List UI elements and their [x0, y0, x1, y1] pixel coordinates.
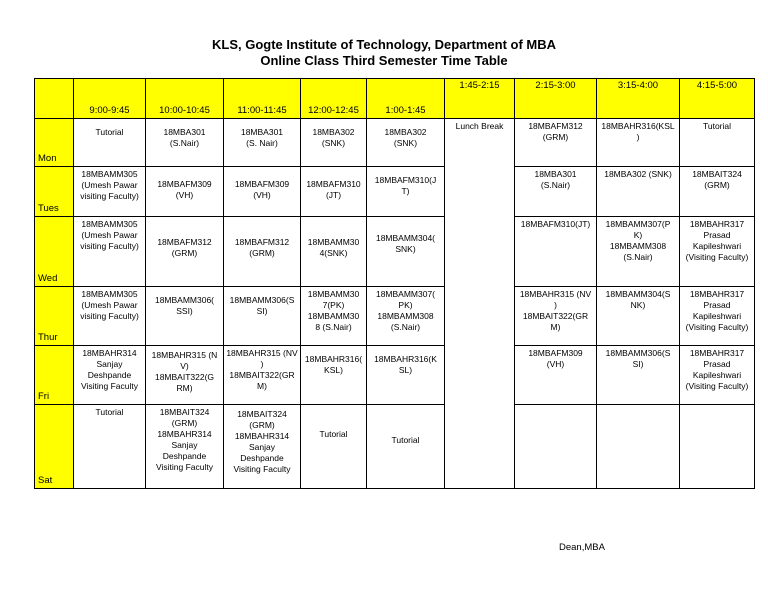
col-header-0145: 1:45-2:15 [445, 79, 515, 119]
cell-line: M) [257, 381, 267, 391]
cell-mon-c3 [224, 119, 301, 167]
cell-line: K) [633, 230, 643, 240]
cell-line: Kapileshwari [692, 241, 742, 251]
col-header-0215: 2:15-3:00 [515, 79, 597, 119]
cell-fri-c5 [367, 346, 445, 405]
cell-line: 18MBA302 [384, 127, 427, 137]
cell-wed-c3 [224, 217, 301, 287]
cell-mon-c4 [301, 119, 367, 167]
cell-line: (S.Nair) [169, 138, 200, 148]
cell-line: Sanjay [96, 359, 123, 369]
cell-line: 18MBAMM306(S [229, 295, 295, 305]
cell-mon-c2 [146, 119, 224, 167]
cell-sat-c1 [74, 405, 146, 489]
cell-wed-c9 [680, 217, 755, 287]
cell-line: Tutorial [702, 121, 732, 131]
cell-line: SSI) [176, 306, 193, 316]
cell-line: Kapileshwari [692, 370, 742, 380]
cell-line: (S. Nair) [246, 138, 278, 148]
cell-tues-c1 [74, 167, 146, 217]
day-label-fri: Fri [35, 346, 74, 405]
cell-line: PK) [398, 300, 413, 310]
cell-line: 18MBAMM306(S [605, 348, 671, 358]
cell-tues-c7 [515, 167, 597, 217]
cell-line: 18MBAHR315 (NV [519, 289, 592, 299]
cell-line: 18MBAIT322(GR [522, 311, 589, 321]
cell-line: 7(PK) [322, 300, 345, 310]
cell-tues-c8 [597, 167, 680, 217]
cell-line: 18MBAFM310 [306, 179, 361, 189]
page-subtitle: Online Class Third Semester Time Table [260, 53, 508, 68]
cell-line: (SNK) [393, 138, 418, 148]
cell-fri-c2 [146, 346, 224, 405]
header-row [35, 79, 755, 119]
cell-thur-c9 [680, 287, 755, 346]
cell-line: 18MBA301 [163, 127, 206, 137]
cell-line: Prasad [703, 300, 731, 310]
cell-line: (VH) [175, 190, 194, 200]
cell-line: (GRM) [249, 420, 275, 430]
cell-line: 18MBAHR314 [234, 431, 290, 441]
cell-line: Prasad [703, 359, 731, 369]
lunch-break-label: Lunch Break [445, 119, 515, 167]
cell-mon-c7 [515, 119, 597, 167]
cell-sat-c7 [515, 405, 597, 489]
day-label-thur: Thur [35, 287, 74, 346]
cell-thur-c7 [515, 287, 597, 346]
cell-line: (GRM) [171, 418, 198, 428]
row-wed [35, 217, 755, 287]
cell-thur-c1 [74, 287, 146, 346]
cell-line: 18MBAHR314 [157, 429, 212, 439]
cell-line: (JT) [325, 190, 342, 200]
cell-line: 18MBA301 [240, 127, 284, 137]
day-label-wed: Wed [35, 217, 74, 287]
cell-line: 18MBAMM305 [81, 169, 138, 179]
cell-line: 18MBAFM312 [528, 121, 583, 131]
cell-line: SI) [256, 306, 268, 316]
cell-line: 18MBA302 (SNK) [604, 169, 672, 179]
cell-line: Tutorial [95, 127, 124, 137]
cell-line: Deshpande [240, 453, 284, 463]
cell-line: (SNK) [321, 138, 346, 148]
cell-line: (GRM) [704, 180, 730, 190]
lunch-gap-tues [445, 167, 515, 217]
cell-line: 18MBAIT322(G [154, 372, 215, 382]
cell-line: Tutorial [319, 429, 348, 439]
day-label-mon: Mon [35, 119, 74, 167]
timetable [34, 78, 755, 489]
cell-line: ) [260, 359, 264, 369]
row-thur [35, 287, 755, 346]
cell-line: 18MBAFM309 [157, 179, 212, 189]
cell-line: 18MBAHR314 [82, 348, 137, 358]
cell-thur-c5 [367, 287, 445, 346]
cell-line: Tutorial [391, 435, 420, 445]
lunch-gap-fri [445, 346, 515, 405]
cell-line: 18MBAIT322(GR [229, 370, 295, 380]
cell-line: (Visiting Faculty) [685, 322, 749, 332]
cell-line: 18MBA301 [534, 169, 577, 179]
cell-mon-c9 [680, 119, 755, 167]
cell-tues-c3 [224, 167, 301, 217]
cell-line: visiting Faculty) [80, 191, 139, 201]
cell-tues-c4 [301, 167, 367, 217]
cell-line: Visiting Faculty [80, 381, 138, 391]
cell-fri-c8 [597, 346, 680, 405]
cell-line: (S.Nair) [390, 322, 421, 332]
row-sat [35, 405, 755, 489]
signature: Dean,MBA [559, 542, 605, 553]
col-header-0415: 4:15-5:00 [680, 79, 755, 119]
cell-fri-c4 [301, 346, 367, 405]
cell-line: 18MBAFM312 [234, 237, 290, 247]
cell-line: 18MBAHR317 [689, 219, 745, 229]
cell-line: 18MBAMM307(P [605, 219, 671, 229]
cell-line: Prasad [703, 230, 731, 240]
cell-line: (S.Nair) [623, 252, 653, 262]
cell-line: 18MBAMM305 [81, 289, 138, 299]
cell-line: Deshpande [87, 370, 132, 380]
cell-line: 18MBAIT324 [237, 409, 287, 419]
cell-line: (GRM) [171, 248, 198, 258]
cell-line: RM) [176, 383, 193, 393]
cell-line: Visiting Faculty [155, 462, 213, 472]
col-header-1200: 12:00-12:45 [301, 79, 367, 119]
cell-line: Sanjay [171, 440, 198, 450]
cell-fri-c7 [515, 346, 597, 405]
col-header-0900: 9:00-9:45 [74, 79, 146, 119]
cell-line: SL) [398, 365, 413, 375]
cell-line: (GRM) [542, 132, 569, 142]
cell-tues-c9 [680, 167, 755, 217]
cell-thur-c2 [146, 287, 224, 346]
cell-line: 18MBAMM30 [307, 289, 360, 299]
cell-line: (GRM) [249, 248, 275, 258]
row-fri [35, 346, 755, 405]
cell-line: NK) [630, 300, 646, 310]
cell-wed-c7 [515, 217, 597, 287]
cell-line: (Umesh Pawar [81, 230, 138, 240]
cell-line: 18MBAIT324 [159, 407, 210, 417]
cell-mon-c8 [597, 119, 680, 167]
cell-line: Tutorial [95, 407, 124, 417]
cell-line: (VH) [253, 190, 271, 200]
cell-line: 18MBAMM306( [154, 295, 215, 305]
cell-line: 18MBAFM312 [157, 237, 212, 247]
row-tues [35, 167, 755, 217]
cell-fri-c3 [224, 346, 301, 405]
cell-line: 18MBAHR317 [689, 348, 745, 358]
header-corner [35, 79, 74, 119]
cell-line: 18MBAFM309 [234, 179, 290, 189]
cell-line: (Visiting Faculty) [685, 252, 749, 262]
cell-line: (VH) [546, 359, 565, 369]
day-label-tues: Tues [35, 167, 74, 217]
cell-wed-c1 [74, 217, 146, 287]
cell-line: ) [554, 300, 557, 310]
cell-line: 18MBAHR317 [689, 289, 745, 299]
cell-line: Kapileshwari [692, 311, 742, 321]
cell-line: 18MBAMM304(S [605, 289, 671, 299]
cell-line: visiting Faculty) [80, 241, 139, 251]
cell-line: 18MBAMM305 [81, 219, 138, 229]
cell-wed-c5 [367, 217, 445, 287]
cell-line: SI) [632, 359, 644, 369]
cell-line: visiting Faculty) [80, 311, 139, 321]
cell-tues-c5 [367, 167, 445, 217]
cell-fri-c9 [680, 346, 755, 405]
cell-line: KSL) [324, 365, 343, 375]
cell-sat-c5 [367, 405, 445, 489]
cell-thur-c4 [301, 287, 367, 346]
cell-line: T) [401, 186, 410, 196]
cell-fri-c1 [74, 346, 146, 405]
cell-line: 4(SNK) [319, 248, 348, 258]
cell-line: 18MBAMM307( [375, 289, 436, 299]
cell-line: 18MBAMM30 [307, 237, 360, 247]
cell-thur-c3 [224, 287, 301, 346]
cell-line: Deshpande [162, 451, 207, 461]
cell-line: 18MBAIT324 [692, 169, 742, 179]
cell-sat-c3 [224, 405, 301, 489]
page-title: KLS, Gogte Institute of Technology, Department of MBA [211, 37, 556, 52]
cell-line: 8 (S.Nair) [315, 322, 352, 332]
cell-wed-c8 [597, 217, 680, 287]
cell-line: M) [550, 322, 561, 332]
lunch-gap-thur [445, 287, 515, 346]
cell-line: 18MBAFM310(JT) [520, 219, 591, 229]
lunch-gap-wed [445, 217, 515, 287]
cell-line: 18MBAMM30 [307, 311, 360, 321]
cell-line: (Umesh Pawar [81, 300, 138, 310]
lunch-gap-sat [445, 405, 515, 489]
cell-line: 18MBAHR315 (N [151, 350, 218, 360]
cell-wed-c4 [301, 217, 367, 287]
day-label-sat: Sat [35, 405, 74, 489]
col-header-1000: 10:00-10:45 [146, 79, 224, 119]
cell-sat-c4 [301, 405, 367, 489]
cell-thur-c8 [597, 287, 680, 346]
cell-line: 18MBAMM304( [375, 233, 436, 243]
cell-line: V) [180, 361, 189, 371]
row-mon [35, 119, 755, 167]
cell-line: 18MBAHR316(KSL [601, 121, 675, 131]
cell-line: 18MBAMM308 [609, 241, 667, 251]
col-header-1100: 11:00-11:45 [224, 79, 301, 119]
cell-line: 18MBAHR315 (NV [226, 348, 298, 358]
cell-line: Visiting Faculty [233, 464, 291, 474]
cell-tues-c2 [146, 167, 224, 217]
cell-wed-c2 [146, 217, 224, 287]
cell-mon-c1 [74, 119, 146, 167]
cell-line: Sanjay [249, 442, 275, 452]
cell-line: 18MBAMM308 [377, 311, 434, 321]
cell-line: (Visiting Faculty) [685, 381, 749, 391]
cell-sat-c2 [146, 405, 224, 489]
cell-line: 18MBAFM309 [528, 348, 583, 358]
cell-line: 18MBA302 [312, 127, 355, 137]
col-header-0100: 1:00-1:45 [367, 79, 445, 119]
cell-line: 18MBAFM310(J [374, 175, 437, 185]
col-header-0315: 3:15-4:00 [597, 79, 680, 119]
cell-mon-c5 [367, 119, 445, 167]
cell-sat-c9 [680, 405, 755, 489]
cell-sat-c8 [597, 405, 680, 489]
cell-line: (S.Nair) [540, 180, 571, 190]
cell-line: SNK) [395, 244, 416, 254]
cell-line: ) [636, 132, 640, 142]
cell-line: (Umesh Pawar [81, 180, 138, 190]
cell-line: 18MBAHR316( [304, 354, 363, 364]
cell-line: 18MBAHR316(K [374, 354, 437, 364]
